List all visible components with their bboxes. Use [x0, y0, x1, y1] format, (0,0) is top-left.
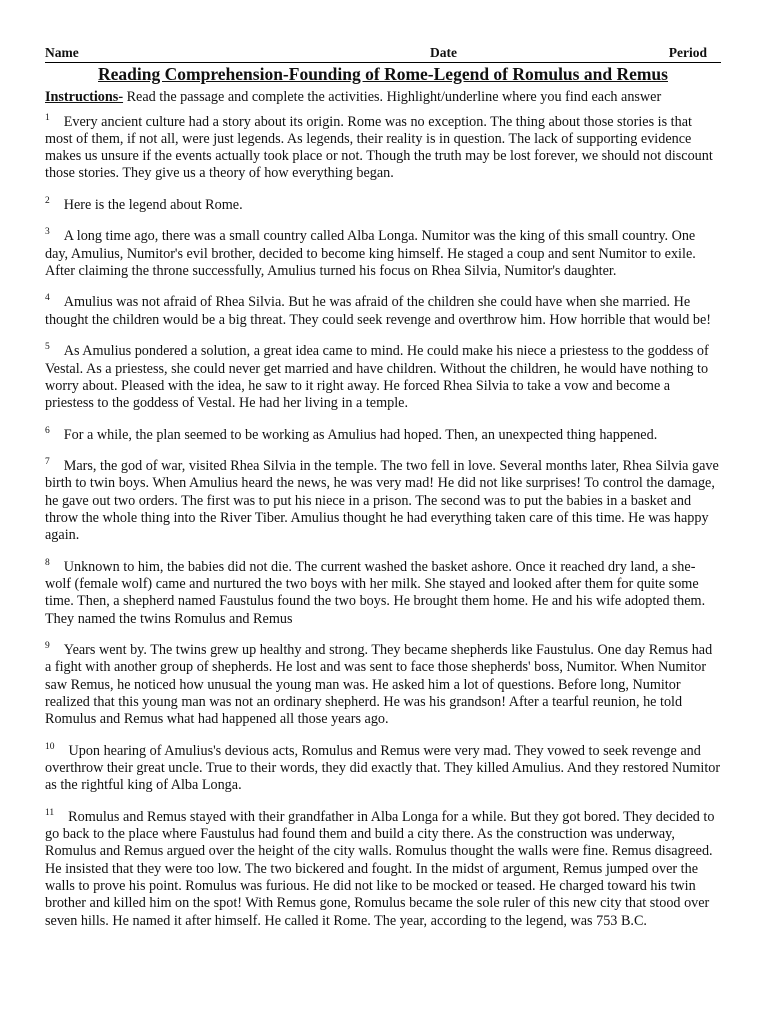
- paragraph-9: [45, 642, 721, 728]
- paragraph-number: 1: [45, 112, 50, 123]
- paragraph-number: 8: [45, 557, 50, 568]
- paragraph-number: 9: [45, 641, 50, 652]
- paragraph-5: [45, 343, 721, 412]
- paragraph-6: [45, 427, 721, 444]
- paragraph-text: Upon hearing of Amulius's devious acts, Romulus and Remus were very mad. They vowed to seek revenge and overthrow their great uncle. True to their words, they did exactly that. They killed Amulius. And they restored Numitor as the rightful king of Alba Longa.: [45, 742, 721, 794]
- paragraph-text: Mars, the god of war, visited Rhea Silvia in the temple. The two fell in love. Several months later, Rhea Silvia gave birth to twin boys. When Amulius heard the news, he was very mad! He did not like surprises! To control the damage, he gave out two orders. The first was to put his niece in a prison. The second was to put the babies in a basket and throw the whole thing into the River Tiber. Amulius thought he had everything taken care of this time. He was happy again.: [45, 458, 719, 544]
- paragraph-text: Here is the legend about Rome.: [63, 196, 243, 213]
- paragraph-number: 4: [45, 293, 50, 304]
- paragraph-3: [45, 228, 721, 280]
- paragraph-text: Years went by. The twins grew up healthy and strong. They became shepherds like Faustulus. One day Remus had a fight with another group of shepherds. He lost and was sent to face those shepherds' boss, Numitor. When Numitor saw Remus, he noticed how unusual the young man was. He asked him a lot of questions. Before long, Numitor realized that this young man was not an ordinary shepherd. He was his grandson! After a tearful reunion, he told Romulus and Remus what had happened all those years ago.: [45, 642, 713, 728]
- instructions: [45, 89, 721, 106]
- paragraph-text: Amulius was not afraid of Rhea Silvia. But he was afraid of the children she could have when she married. He thought the children would be a big threat. They could seek revenge and overthrow him. How horrible that would be!: [45, 294, 711, 328]
- paragraph-text: Unknown to him, the babies did not die. The current washed the basket ashore. Once it reached dry land, a she-wolf (female wolf) came and nurtured the two boys with her milk. She stayed and looked after them for quite some time. Then, a shepherd named Faustulus found the two boys. He brought them home. He and his wife adopted them. They named the twins Romulus and Remus: [45, 558, 706, 627]
- paragraph-2: [45, 197, 721, 214]
- paragraph-text: Romulus and Remus stayed with their grandfather in Alba Longa for a while. But they got bored. They decided to go back to the place where Faustulus had found them and build a city there. As the construction was underway, Romulus and Remus argued over the height of the city walls. Romulus thought the walls were fine. Remus disagreed. He insisted that they were too low. The two bickered and fought. In the midst of argument, Remus jumped over the walls to prove his point. Romulus was furious. He did not like to be mocked or teased. He charged toward his twin brother and killed him on the spot! With Remus gone, Romulus became the sole ruler of this new city that stood over seven hills. He named it after himself. He called it Rome. The year, according to the legend, was 753 B.C.: [45, 808, 715, 929]
- paragraph-text: As Amulius pondered a solution, a great idea came to mind. He could make his niece a priestess to the goddess of Vestal. As a priestess, she could never get married and have children. Without the children, he would have nothing to worry about. Pleased with the idea, he saw to it right away. He forced Rhea Silvia to take a vow and become a priestess to the goddess of Vestal. He had her living in a temple.: [45, 343, 709, 412]
- paragraph-number: 11: [45, 807, 55, 818]
- date-field-label: Date: [430, 45, 457, 60]
- instructions-text: Read the passage and complete the activities. Highlight/underline where you find each answer: [123, 89, 662, 105]
- paragraph-7: [45, 458, 721, 544]
- paragraph-number: 6: [45, 425, 50, 436]
- paragraph-10: [45, 743, 721, 795]
- passage: [45, 114, 721, 930]
- paragraph-1: [45, 114, 721, 183]
- paragraph-4: [45, 294, 721, 329]
- period-field-label: Period: [668, 45, 707, 60]
- paragraph-8: [45, 559, 721, 628]
- paragraph-text: A long time ago, there was a small country called Alba Longa. Numitor was the king of this small country. One day, Amulius, Numitor's evil brother, decided to become king himself. He staged a coup and sent Numitor to exile. After claiming the throne successfully, Amulius turned his focus on Rhea Silvia, Numitor's daughter.: [45, 228, 696, 279]
- header-fields: [45, 44, 721, 63]
- paragraph-11: [45, 809, 721, 930]
- paragraph-text: For a while, the plan seemed to be working as Amulius had hoped. Then, an unexpected thing happened.: [63, 426, 658, 443]
- paragraph-number: 2: [45, 195, 50, 206]
- paragraph-number: 5: [45, 342, 50, 353]
- paragraph-text: Every ancient culture had a story about its origin. Rome was no exception. The thing about those stories is that most of them, if not all, were just legends. As legends, their reality is in question. The lack of supporting evidence makes us unsure if the events actually took place or not. Though the truth may be lost forever, we should not discount those stories. They give us a theory of how everything began.: [45, 113, 713, 182]
- instructions-label: Instructions-: [45, 89, 124, 105]
- name-field-label: Name: [45, 45, 79, 60]
- document-page: [45, 44, 721, 944]
- page-title: Reading Comprehension-Founding of Rome-Legend of Romulus and Remus: [98, 64, 668, 84]
- paragraph-number: 3: [45, 227, 50, 238]
- paragraph-number: 7: [45, 457, 50, 468]
- paragraph-number: 10: [45, 741, 55, 752]
